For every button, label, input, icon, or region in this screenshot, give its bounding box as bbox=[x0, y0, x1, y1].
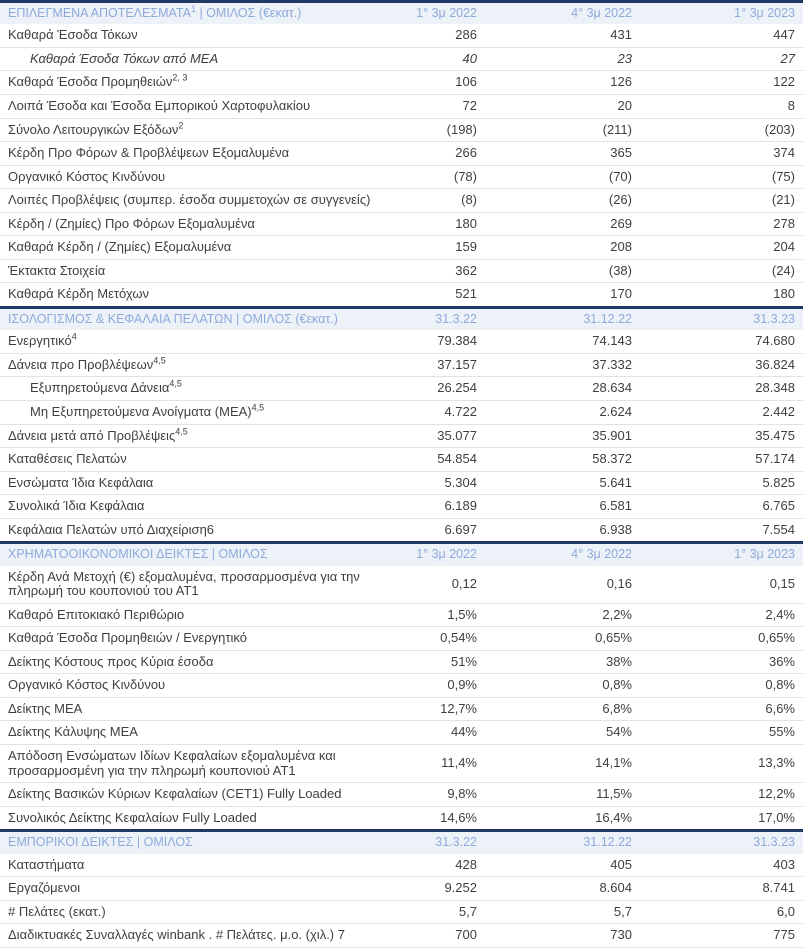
row-label-text: Καθαρά Έσοδα Τόκων από ΜΕΑ bbox=[30, 50, 219, 66]
row-label bbox=[0, 377, 390, 401]
row-label-text: Εργαζόμενοι bbox=[8, 880, 81, 896]
cell-value: (26) bbox=[485, 189, 640, 213]
cell-value: 36.824 bbox=[640, 353, 803, 377]
table-row bbox=[0, 95, 803, 119]
cell-value: 159 bbox=[390, 236, 485, 260]
cell-value: 35.077 bbox=[390, 424, 485, 448]
row-label-text: Δείκτης Κάλυψης ΜΕΑ bbox=[8, 724, 138, 740]
row-label bbox=[0, 721, 390, 745]
row-label bbox=[0, 566, 390, 604]
section-title-text: ΕΠΙΛΕΓΜΕΝΑ ΑΠΟΤΕΛΕΣΜΑΤΑ bbox=[8, 6, 191, 20]
cell-value: 72 bbox=[390, 95, 485, 119]
row-label-text: Δείκτης Κόστους προς Κύρια έσοδα bbox=[8, 653, 214, 669]
cell-value: 2.624 bbox=[485, 400, 640, 424]
table-row bbox=[0, 71, 803, 95]
cell-value: 17,0% bbox=[640, 806, 803, 831]
row-label bbox=[0, 471, 390, 495]
row-label-text: Καθαρά Κέρδη / (Ζημίες) Εξομαλυμένα bbox=[8, 239, 232, 255]
row-label bbox=[0, 495, 390, 519]
section-header-row bbox=[0, 831, 803, 854]
cell-value: 54.854 bbox=[390, 448, 485, 472]
row-label bbox=[0, 448, 390, 472]
cell-value: 79.384 bbox=[390, 330, 485, 353]
row-label-footnote: 2 bbox=[178, 120, 184, 131]
cell-value: 11,5% bbox=[485, 783, 640, 807]
cell-value: 14,6% bbox=[390, 806, 485, 831]
cell-value: 36% bbox=[640, 650, 803, 674]
cell-value: 122 bbox=[640, 71, 803, 95]
cell-value: 2.442 bbox=[640, 400, 803, 424]
cell-value: 28.348 bbox=[640, 377, 803, 401]
cell-value: 521 bbox=[390, 283, 485, 308]
cell-value: 28.634 bbox=[485, 377, 640, 401]
cell-value: (203) bbox=[640, 118, 803, 142]
row-label bbox=[0, 877, 390, 901]
row-label-text: Δείκτης ΜΕΑ bbox=[8, 700, 83, 716]
row-label-text: Κέρδη Ανά Μετοχή (€) εξομαλυμένα, προσαρμοσμένα για την πληρωμή του κουπονιού του ΑΤ1 bbox=[8, 568, 360, 599]
cell-value: 6,8% bbox=[485, 697, 640, 721]
section-title bbox=[0, 543, 390, 566]
table-row bbox=[0, 283, 803, 308]
row-label bbox=[0, 259, 390, 283]
cell-value: 365 bbox=[485, 142, 640, 166]
column-header: 1° 3μ 2023 bbox=[640, 2, 803, 25]
row-label bbox=[0, 212, 390, 236]
row-label bbox=[0, 650, 390, 674]
cell-value: 74.143 bbox=[485, 330, 640, 353]
row-label-text: Δείκτης Βασικών Κύριων Κεφαλαίων (CET1) Fully Loaded bbox=[8, 786, 342, 802]
table-row bbox=[0, 744, 803, 782]
section-title-text: ΕΜΠΟΡΙΚΟΙ ΔΕΙΚΤΕΣ bbox=[8, 835, 134, 850]
cell-value: 700 bbox=[390, 924, 485, 948]
cell-value: 35.475 bbox=[640, 424, 803, 448]
row-label-text: Σύνολο Λειτουργικών Εξόδων bbox=[8, 121, 179, 137]
cell-value: 403 bbox=[640, 854, 803, 877]
table-row bbox=[0, 924, 803, 948]
row-label-text: Εξυπηρετούμενα Δάνεια bbox=[30, 380, 170, 396]
cell-value: (211) bbox=[485, 118, 640, 142]
cell-value: 2,2% bbox=[485, 603, 640, 627]
row-label-footnote: 4,5 bbox=[169, 379, 182, 390]
row-label-text: Μη Εξυπηρετούμενα Ανοίγματα (ΜΕΑ) bbox=[30, 403, 252, 419]
section-title-suffix: | ΟΜΙΛΟΣ (€εκατ.) bbox=[232, 311, 338, 326]
table-row bbox=[0, 721, 803, 745]
cell-value: 37.157 bbox=[390, 353, 485, 377]
cell-value: (70) bbox=[485, 165, 640, 189]
cell-value: 180 bbox=[390, 212, 485, 236]
cell-value: 16,4% bbox=[485, 806, 640, 831]
cell-value: 374 bbox=[640, 142, 803, 166]
cell-value: 6,6% bbox=[640, 697, 803, 721]
cell-value: 5,7 bbox=[485, 900, 640, 924]
row-label-text: Καθαρά Έσοδα Προμηθειών bbox=[8, 74, 173, 90]
cell-value: 0,65% bbox=[485, 627, 640, 651]
cell-value: 428 bbox=[390, 854, 485, 877]
row-label bbox=[0, 518, 390, 543]
cell-value: 6.189 bbox=[390, 495, 485, 519]
cell-value: 26.254 bbox=[390, 377, 485, 401]
cell-value: 44% bbox=[390, 721, 485, 745]
section-title-suffix: | ΟΜΙΛΟΣ bbox=[133, 835, 193, 850]
cell-value: 12,2% bbox=[640, 783, 803, 807]
table-row bbox=[0, 236, 803, 260]
column-header: 1° 3μ 2023 bbox=[640, 543, 803, 566]
row-label-text: Καταθέσεις Πελατών bbox=[8, 451, 127, 467]
cell-value: (21) bbox=[640, 189, 803, 213]
cell-value: 0,12 bbox=[390, 566, 485, 604]
table-row bbox=[0, 783, 803, 807]
table-row bbox=[0, 627, 803, 651]
row-label bbox=[0, 627, 390, 651]
table-row bbox=[0, 650, 803, 674]
section-title-suffix: | ΟΜΙΛΟΣ bbox=[208, 547, 268, 562]
table-row bbox=[0, 448, 803, 472]
section-header-row bbox=[0, 543, 803, 566]
row-label-text: # Πελάτες (εκατ.) bbox=[8, 903, 106, 919]
row-label-text: Καθαρά Έσοδα Τόκων bbox=[8, 27, 138, 43]
row-label bbox=[0, 783, 390, 807]
cell-value: 54% bbox=[485, 721, 640, 745]
cell-value: 7.554 bbox=[640, 518, 803, 543]
cell-value: 286 bbox=[390, 24, 485, 47]
row-label-text: Ενσώματα Ίδια Κεφάλαια bbox=[8, 474, 154, 490]
row-label bbox=[0, 118, 390, 142]
row-label bbox=[0, 353, 390, 377]
section-title bbox=[0, 307, 390, 330]
cell-value: 6.697 bbox=[390, 518, 485, 543]
column-header: 4° 3μ 2022 bbox=[485, 543, 640, 566]
column-header: 31.12.22 bbox=[485, 831, 640, 854]
cell-value: 269 bbox=[485, 212, 640, 236]
cell-value: 55% bbox=[640, 721, 803, 745]
cell-value: 180 bbox=[640, 283, 803, 308]
cell-value: 431 bbox=[485, 24, 640, 47]
cell-value: 8.604 bbox=[485, 877, 640, 901]
column-header: 1° 3μ 2022 bbox=[390, 543, 485, 566]
cell-value: 6.765 bbox=[640, 495, 803, 519]
cell-value: 204 bbox=[640, 236, 803, 260]
cell-value: (78) bbox=[390, 165, 485, 189]
table-row bbox=[0, 400, 803, 424]
row-label bbox=[0, 47, 390, 71]
financial-table-body bbox=[0, 2, 803, 948]
cell-value: 126 bbox=[485, 71, 640, 95]
cell-value: 106 bbox=[390, 71, 485, 95]
table-row bbox=[0, 806, 803, 831]
column-header: 31.3.23 bbox=[640, 307, 803, 330]
row-label-text: Συνολικός Δείκτης Κεφαλαίων Fully Loaded bbox=[8, 809, 257, 825]
table-row bbox=[0, 330, 803, 353]
cell-value: 405 bbox=[485, 854, 640, 877]
cell-value: 0,65% bbox=[640, 627, 803, 651]
cell-value: 775 bbox=[640, 924, 803, 948]
cell-value: 447 bbox=[640, 24, 803, 47]
row-label-text: Συνολικά Ίδια Κεφάλαια bbox=[8, 498, 145, 514]
row-label bbox=[0, 744, 390, 782]
table-row bbox=[0, 377, 803, 401]
section-title bbox=[0, 2, 390, 25]
table-row bbox=[0, 471, 803, 495]
row-label-text: Απόδοση Ενσώματων Ιδίων Κεφαλαίων εξομαλυμένα και προσαρμοσμένη για την πληρωμή κουπονιού ΑΤ1 bbox=[8, 747, 336, 778]
cell-value: 362 bbox=[390, 259, 485, 283]
row-label bbox=[0, 165, 390, 189]
cell-value: 0,16 bbox=[485, 566, 640, 604]
cell-value: 5.825 bbox=[640, 471, 803, 495]
cell-value: 730 bbox=[485, 924, 640, 948]
row-label bbox=[0, 603, 390, 627]
cell-value: 58.372 bbox=[485, 448, 640, 472]
table-row bbox=[0, 495, 803, 519]
row-label-text: Δάνεια προ Προβλέψεων bbox=[8, 356, 154, 372]
row-label bbox=[0, 142, 390, 166]
cell-value: 0,9% bbox=[390, 674, 485, 698]
section-title-text: ΧΡΗΜΑΤΟΟΙΚΟΝΟΜΙΚΟΙ ΔΕΙΚΤΕΣ bbox=[8, 547, 209, 562]
cell-value: 40 bbox=[390, 47, 485, 71]
table-row bbox=[0, 259, 803, 283]
row-label-footnote: 4 bbox=[71, 331, 77, 342]
cell-value: 12,7% bbox=[390, 697, 485, 721]
row-label-text: Λοιπά Έσοδα και Έσοδα Εμπορικού Χαρτοφυλακίου bbox=[8, 98, 311, 114]
row-label-text: Κεφάλαια Πελατών υπό Διαχείριση6 bbox=[8, 521, 215, 537]
cell-value: 51% bbox=[390, 650, 485, 674]
row-label-text: Κέρδη / (Ζημίες) Προ Φόρων Εξομαλυμένα bbox=[8, 215, 255, 231]
cell-value: 5,7 bbox=[390, 900, 485, 924]
cell-value: 208 bbox=[485, 236, 640, 260]
row-label-text: Διαδικτυακές Συναλλαγές winbank . # Πελάτες. μ.ο. (χιλ.) 7 bbox=[8, 927, 345, 943]
row-label bbox=[0, 283, 390, 308]
cell-value: 2,4% bbox=[640, 603, 803, 627]
row-label-text: Λοιπές Προβλέψεις (συμπερ. έσοδα συμμετοχών σε συγγενείς) bbox=[8, 192, 371, 208]
table-row bbox=[0, 877, 803, 901]
row-label-text: Καθαρό Επιτοκιακό Περιθώριο bbox=[8, 606, 185, 622]
row-label bbox=[0, 400, 390, 424]
table-row bbox=[0, 674, 803, 698]
row-label bbox=[0, 24, 390, 47]
section-header-row bbox=[0, 307, 803, 330]
row-label bbox=[0, 674, 390, 698]
row-label bbox=[0, 236, 390, 260]
column-header: 1° 3μ 2022 bbox=[390, 2, 485, 25]
row-label bbox=[0, 924, 390, 948]
row-label bbox=[0, 806, 390, 831]
row-label-footnote: 4,5 bbox=[153, 355, 166, 366]
table-row bbox=[0, 697, 803, 721]
cell-value: (8) bbox=[390, 189, 485, 213]
row-label bbox=[0, 189, 390, 213]
table-row bbox=[0, 900, 803, 924]
cell-value: 0,15 bbox=[640, 566, 803, 604]
column-header: 31.12.22 bbox=[485, 307, 640, 330]
row-label bbox=[0, 95, 390, 119]
table-row bbox=[0, 424, 803, 448]
cell-value: 74.680 bbox=[640, 330, 803, 353]
table-row bbox=[0, 353, 803, 377]
cell-value: 9.252 bbox=[390, 877, 485, 901]
row-label bbox=[0, 900, 390, 924]
column-header: 31.3.23 bbox=[640, 831, 803, 854]
cell-value: (198) bbox=[390, 118, 485, 142]
cell-value: 27 bbox=[640, 47, 803, 71]
column-header: 31.3.22 bbox=[390, 307, 485, 330]
cell-value: 11,4% bbox=[390, 744, 485, 782]
cell-value: 20 bbox=[485, 95, 640, 119]
row-label bbox=[0, 697, 390, 721]
cell-value: 35.901 bbox=[485, 424, 640, 448]
cell-value: 0,8% bbox=[640, 674, 803, 698]
section-title bbox=[0, 831, 390, 854]
row-label bbox=[0, 330, 390, 353]
row-label-text: Ενεργητικό bbox=[8, 333, 72, 349]
cell-value: 5.641 bbox=[485, 471, 640, 495]
row-label-text: Οργανικό Κόστος Κινδύνου bbox=[8, 168, 166, 184]
cell-value: 8 bbox=[640, 95, 803, 119]
cell-value: (38) bbox=[485, 259, 640, 283]
row-label-text: Καθαρά Έσοδα Προμηθειών / Ενεργητικό bbox=[8, 630, 247, 646]
table-row bbox=[0, 142, 803, 166]
row-label-footnote: 2, 3 bbox=[172, 73, 188, 84]
row-label-footnote: 4,5 bbox=[175, 426, 188, 437]
row-label bbox=[0, 424, 390, 448]
table-row bbox=[0, 566, 803, 604]
row-label-text: Καθαρά Κέρδη Μετόχων bbox=[8, 286, 150, 302]
cell-value: 8.741 bbox=[640, 877, 803, 901]
table-row bbox=[0, 189, 803, 213]
column-header: 31.3.22 bbox=[390, 831, 485, 854]
row-label bbox=[0, 854, 390, 877]
table-row bbox=[0, 24, 803, 47]
table-row bbox=[0, 518, 803, 543]
cell-value: (24) bbox=[640, 259, 803, 283]
cell-value: 37.332 bbox=[485, 353, 640, 377]
cell-value: 13,3% bbox=[640, 744, 803, 782]
section-header-row bbox=[0, 2, 803, 25]
column-header: 4° 3μ 2022 bbox=[485, 2, 640, 25]
section-title-suffix: | ΟΜΙΛΟΣ (€εκατ.) bbox=[195, 6, 302, 20]
cell-value: 170 bbox=[485, 283, 640, 308]
cell-value: 266 bbox=[390, 142, 485, 166]
section-title-footnote: 1 bbox=[190, 3, 196, 14]
table-row bbox=[0, 212, 803, 236]
row-label-text: Δάνεια μετά από Προβλέψεις bbox=[8, 427, 176, 443]
cell-value: 6.938 bbox=[485, 518, 640, 543]
cell-value: 14,1% bbox=[485, 744, 640, 782]
row-label-text: Καταστήματα bbox=[8, 856, 85, 872]
cell-value: (75) bbox=[640, 165, 803, 189]
cell-value: 5.304 bbox=[390, 471, 485, 495]
cell-value: 6.581 bbox=[485, 495, 640, 519]
cell-value: 1,5% bbox=[390, 603, 485, 627]
row-label bbox=[0, 71, 390, 95]
cell-value: 0,8% bbox=[485, 674, 640, 698]
table-row bbox=[0, 47, 803, 71]
table-row bbox=[0, 603, 803, 627]
cell-value: 6,0 bbox=[640, 900, 803, 924]
cell-value: 0,54% bbox=[390, 627, 485, 651]
table-row bbox=[0, 854, 803, 877]
cell-value: 4.722 bbox=[390, 400, 485, 424]
table-row bbox=[0, 118, 803, 142]
section-title-text: ΙΣΟΛΟΓΙΣΜΟΣ & ΚΕΦΑΛΑΙΑ ΠΕΛΑΤΩΝ bbox=[8, 311, 233, 326]
cell-value: 23 bbox=[485, 47, 640, 71]
cell-value: 278 bbox=[640, 212, 803, 236]
cell-value: 9,8% bbox=[390, 783, 485, 807]
row-label-text: Οργανικό Κόστος Κινδύνου bbox=[8, 677, 166, 693]
row-label-footnote: 4,5 bbox=[251, 402, 265, 413]
table-row bbox=[0, 165, 803, 189]
cell-value: 57.174 bbox=[640, 448, 803, 472]
row-label-text: Κέρδη Προ Φόρων & Προβλέψεων Εξομαλυμένα bbox=[8, 145, 290, 161]
cell-value: 38% bbox=[485, 650, 640, 674]
row-label-text: Έκτακτα Στοιχεία bbox=[8, 262, 106, 278]
